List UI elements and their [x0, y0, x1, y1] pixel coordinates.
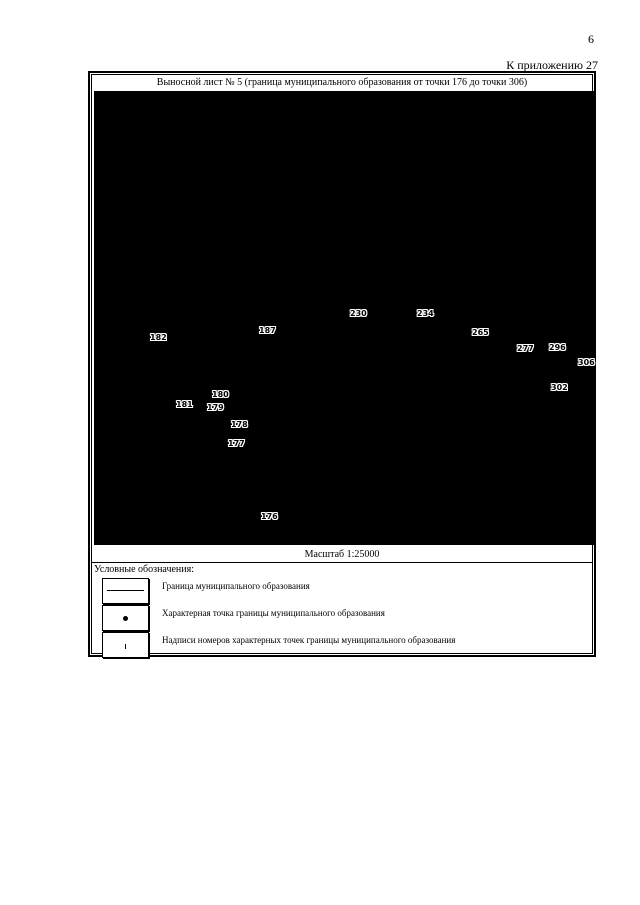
legend-title: Условные обозначения:	[94, 564, 195, 575]
point-label: 277	[517, 344, 534, 353]
label-tick-icon	[125, 644, 126, 649]
point-label: 178	[231, 420, 248, 429]
legend-item-boundary	[102, 578, 572, 604]
legend-symbol-box	[102, 605, 149, 631]
point-label: 265	[472, 328, 489, 337]
point-label: 176	[261, 512, 278, 521]
point-label: 230	[350, 309, 367, 318]
page-number: 6	[588, 32, 594, 46]
map-scale: Масштаб 1:25000	[304, 549, 380, 560]
legend-item-point	[102, 605, 572, 631]
legend-item-label: Граница муниципального образования	[162, 581, 310, 591]
point-label: 234	[417, 309, 434, 318]
map-sheet-inner-frame	[91, 74, 593, 654]
point-label: 296	[549, 343, 566, 352]
map-sheet	[88, 71, 596, 657]
appendix-label: К приложению 27	[506, 58, 598, 72]
point-label: 180	[212, 390, 229, 399]
map-area[interactable]	[94, 91, 596, 545]
legend-item-label: Надписи номеров характерных точек границы муниципального образования	[162, 635, 456, 645]
point-dot-icon	[123, 616, 128, 621]
boundary-line-icon	[107, 590, 144, 591]
legend-item-label-marker	[102, 632, 572, 658]
point-label: 181	[176, 400, 193, 409]
point-label: 177	[228, 439, 245, 448]
point-label: 179	[207, 403, 224, 412]
point-label: 187	[259, 326, 276, 335]
point-label: 302	[551, 383, 568, 392]
legend-item-label: Характерная точка границы муниципального образования	[162, 608, 385, 618]
legend-divider	[92, 562, 592, 563]
point-label: 182	[150, 333, 167, 342]
legend-symbol-box	[102, 632, 149, 658]
legend-symbol-box	[102, 578, 149, 604]
point-label: 306	[578, 358, 595, 367]
map-title: Выносной лист № 5 (граница муниципального образования от точки 176 до точки 306)	[156, 77, 528, 88]
